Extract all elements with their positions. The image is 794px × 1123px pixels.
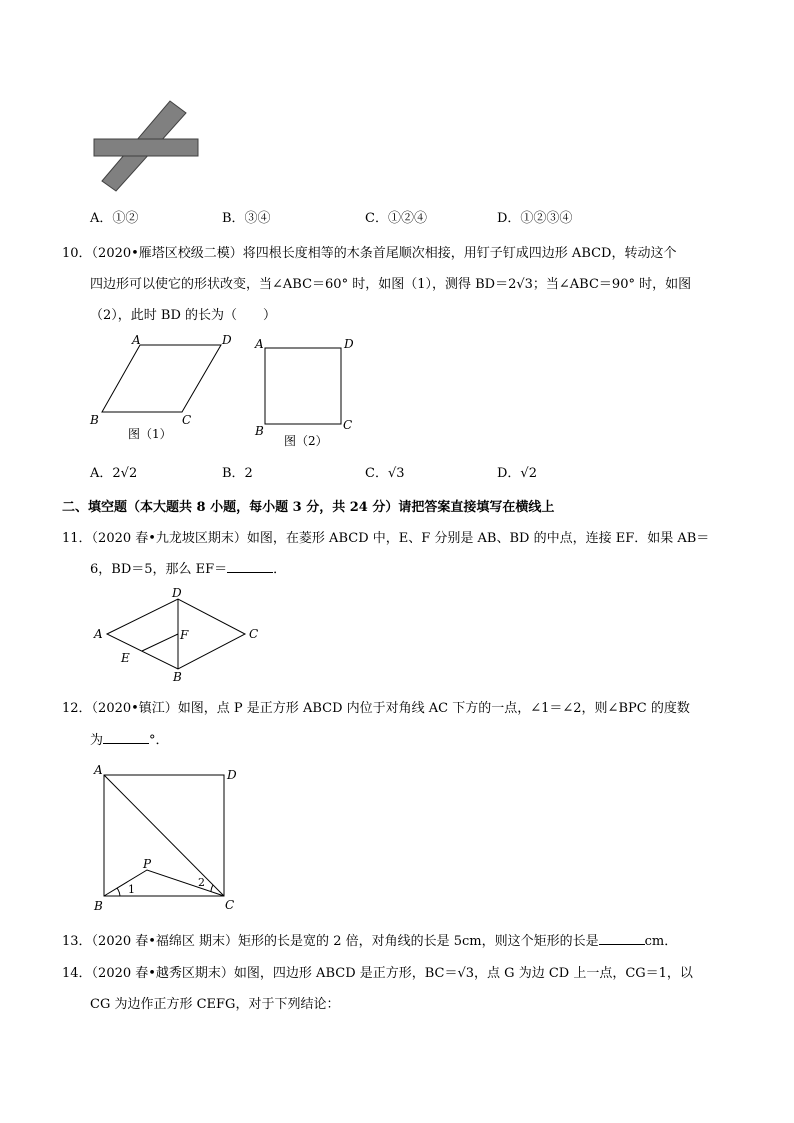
horizontal-strip	[94, 139, 198, 156]
q10-option-d[interactable]: D．√2	[497, 466, 537, 481]
label-c: C	[225, 898, 235, 912]
label-a: A	[132, 333, 141, 347]
q12-figure-square-point-p	[88, 760, 248, 913]
q13-unit: cm．	[644, 934, 678, 949]
q10-figure-2-square	[252, 334, 362, 454]
q10-option-c[interactable]: C．√3	[365, 466, 405, 481]
label-c: C	[343, 418, 353, 432]
label-a: A	[255, 337, 264, 351]
label-a: A	[94, 627, 103, 641]
q14-line-2: CG 为边作正方形 CEFG，对于下列结论：	[90, 997, 340, 1012]
label-d: D	[227, 768, 237, 782]
q10-line-2: 四边形可以使它的形状改变，当∠ABC＝60° 时，如图（1），测得 BD＝2√3；当∠ABC＝90° 时，如图	[90, 277, 692, 292]
q9-option-b[interactable]: B．③④	[222, 211, 271, 226]
q12-answer-blank[interactable]	[103, 732, 149, 744]
section-2-heading: 二、填空题（本大题共 8 小题，每小题 3 分，共 24 分）请把答案直接填写在横线上	[62, 500, 555, 515]
q11-line-1: 11．（2020 春•九龙坡区期末）如图，在菱形 ABCD 中，E、F 分别是 AB、BD 的中点，连接 EF．如果 AB＝	[62, 531, 710, 546]
q11-answer-blank[interactable]	[227, 561, 273, 573]
segment-ef	[142, 634, 178, 651]
diagonal-ac	[104, 775, 224, 896]
label-d: D	[172, 586, 182, 600]
segments-bp-pc	[104, 870, 224, 896]
angle-1-arc	[117, 888, 120, 896]
angle-2-arc	[211, 885, 213, 892]
label-c: C	[182, 413, 192, 427]
q11-line-2-end: ．	[273, 562, 287, 577]
q12-line-2	[90, 729, 169, 748]
label-angle-1: 1	[128, 883, 135, 896]
label-b: B	[255, 424, 264, 438]
q12-line-2-text: 为	[90, 733, 104, 748]
q9-option-a[interactable]: A．①②	[90, 211, 139, 226]
q14-line-1: 14．（2020 春•越秀区期末）如图，四边形 ABCD 是正方形，BC＝√3，点 G 为边 CD 上一点，CG＝1，以	[62, 966, 693, 981]
label-b: B	[173, 670, 182, 684]
q12-line-1: 12．（2020•镇江）如图，点 P 是正方形 ABCD 内位于对角线 AC 下方的一点，∠1＝∠2，则∠BPC 的度数	[62, 701, 690, 716]
figure-1-caption: 图（1）	[128, 427, 172, 441]
q9-figure-crossed-strips	[90, 95, 210, 195]
label-f: F	[180, 628, 189, 642]
q10-line-1: 10．（2020•雁塔区校级二模）将四根长度相等的木条首尾顺次相接，用钉子钉成四边形 ABCD，转动这个	[62, 246, 677, 261]
q10-line-3: （2），此时 BD 的长为（ ）	[90, 308, 277, 323]
label-p: P	[143, 857, 152, 871]
label-a: A	[94, 763, 103, 777]
q13-text: 13．（2020 春•福绵区 期末）矩形的长是宽的 2 倍，对角线的长是 5cm，则这个矩形的长是	[62, 934, 599, 949]
q11-line-2	[90, 558, 286, 577]
parallelogram-abcd	[102, 345, 221, 412]
q9-option-c[interactable]: C．①②④	[365, 211, 427, 226]
label-c: C	[249, 627, 259, 641]
label-d: D	[344, 337, 354, 351]
label-b: B	[90, 413, 99, 427]
q11-figure-rhombus	[88, 584, 268, 684]
q11-line-2-text: 6，BD＝5，那么 EF＝	[90, 562, 228, 577]
label-b: B	[94, 899, 103, 913]
q9-option-d[interactable]: D．①②③④	[497, 211, 573, 226]
figure-2-caption: 图（2）	[284, 434, 328, 448]
q10-option-b[interactable]: B．2	[222, 466, 253, 481]
square-abcd	[265, 348, 341, 424]
q12-line-2-end: °．	[149, 733, 169, 748]
label-d: D	[222, 333, 232, 347]
q10-option-a[interactable]: A．2√2	[90, 466, 138, 481]
label-angle-2: 2	[198, 876, 205, 889]
q10-figure-1-parallelogram	[84, 330, 244, 445]
q13-line-1	[62, 930, 677, 949]
label-e: E	[121, 651, 130, 665]
q13-answer-blank[interactable]	[599, 933, 645, 945]
